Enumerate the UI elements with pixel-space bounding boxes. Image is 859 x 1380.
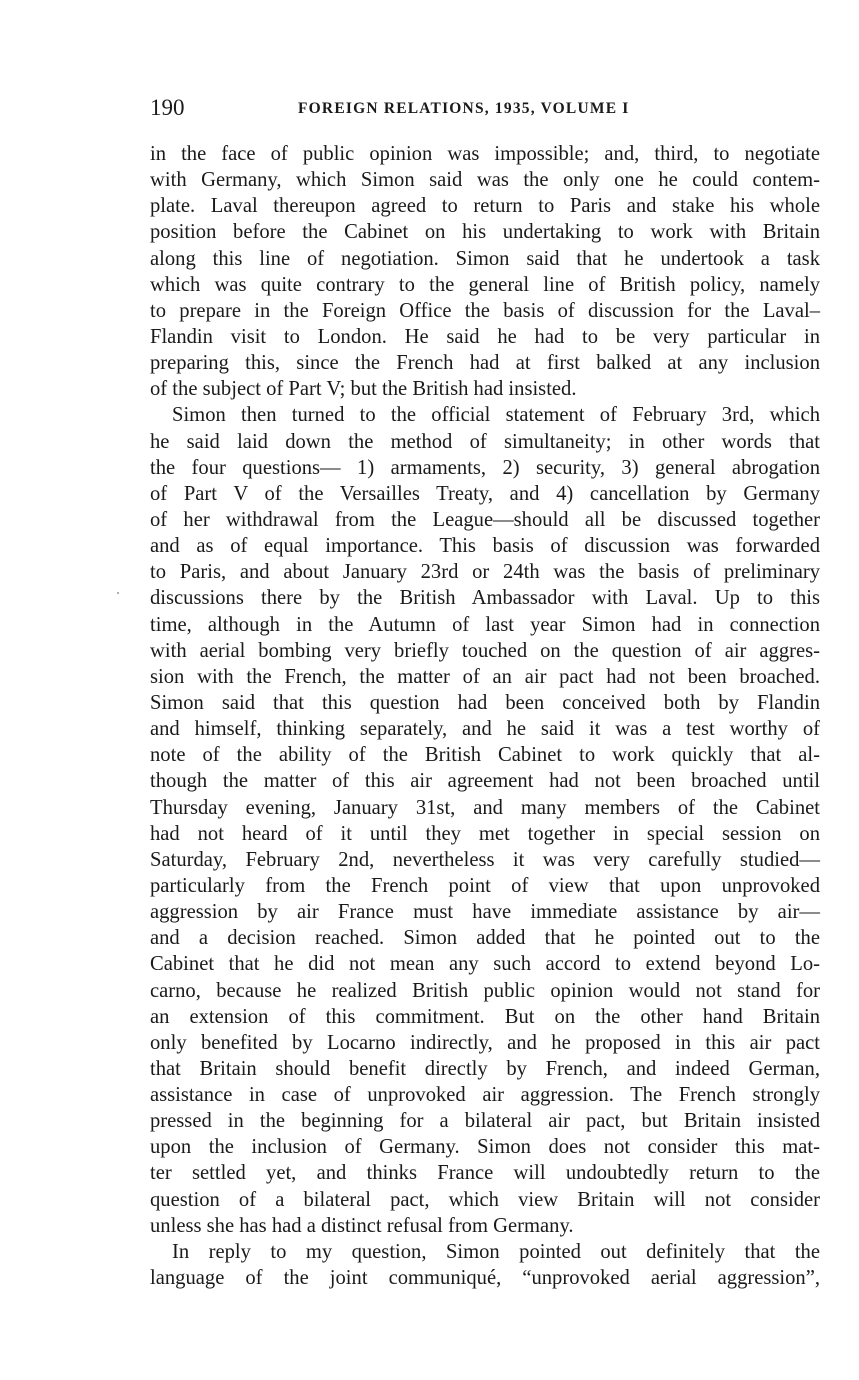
text-line: and himself, thinking separately, and he said it was a test worthy of — [150, 718, 820, 741]
text-line: time, although in the Autumn of last year Simon had in connection — [150, 613, 820, 636]
text-line: upon the inclusion of Germany. Simon does not consider this mat- — [150, 1136, 820, 1159]
text-line: an extension of this commitment. But on the other hand Britain — [150, 1005, 820, 1028]
text-line: only benefited by Locarno indirectly, and he proposed in this air pact — [150, 1031, 820, 1054]
text-line: particularly from the French point of view that upon unprovoked — [150, 874, 820, 897]
text-line: Simon said that this question had been conceived both by Flandin — [150, 691, 820, 714]
text-line: unless she has had a distinct refusal from Germany. — [150, 1214, 574, 1237]
text-line: position before the Cabinet on his undertaking to work with Britain — [150, 221, 820, 244]
text-line: sion with the French, the matter of an air pact had not been broached. — [150, 665, 820, 688]
text-line: pressed in the beginning for a bilateral air pact, but Britain insisted — [150, 1110, 820, 1133]
text-line: that Britain should benefit directly by French, and indeed German, — [150, 1057, 820, 1080]
running-head: FOREIGN RELATIONS, 1935, VOLUME I — [298, 100, 630, 117]
page-header — [150, 93, 820, 123]
text-line: assistance in case of unprovoked air aggression. The French strongly — [150, 1084, 820, 1107]
text-line: discussions there by the British Ambassador with Laval. Up to this — [150, 587, 820, 610]
text-line: had not heard of it until they met together in special session on — [150, 822, 820, 845]
body-text — [150, 141, 820, 1291]
text-line: to Paris, and about January 23rd or 24th was the basis of preliminary — [150, 561, 820, 584]
text-line: Saturday, February 2nd, nevertheless it was very carefully studied— — [150, 848, 820, 871]
text-line: he said laid down the method of simultaneity; in other words that — [150, 430, 820, 453]
text-line: ter settled yet, and thinks France will undoubtedly return to the — [150, 1162, 820, 1185]
text-line: aggression by air France must have immediate assistance by air— — [150, 901, 820, 924]
text-line: though the matter of this air agreement had not been broached until — [150, 770, 820, 793]
text-line: Cabinet that he did not mean any such accord to extend beyond Lo- — [150, 953, 820, 976]
text-line: Thursday evening, January 31st, and many members of the Cabinet — [150, 796, 820, 819]
text-line: which was quite contrary to the general line of British policy, namely — [150, 273, 820, 296]
text-line: plate. Laval thereupon agreed to return to Paris and stake his whole — [150, 195, 820, 218]
margin-mark — [117, 592, 119, 594]
text-line: question of a bilateral pact, which view Britain will not consider — [150, 1188, 820, 1211]
text-line: with Germany, which Simon said was the only one he could contem- — [150, 169, 820, 192]
text-line: of Part V of the Versailles Treaty, and 4) cancellation by Germany — [150, 482, 820, 505]
text-line: carno, because he realized British public opinion would not stand for — [150, 979, 820, 1002]
page-number: 190 — [150, 95, 185, 120]
text-line: with aerial bombing very briefly touched on the question of air aggres- — [150, 639, 820, 662]
text-line: and a decision reached. Simon added that he pointed out to the — [150, 927, 820, 950]
text-line: and as of equal importance. This basis of discussion was forwarded — [150, 535, 820, 558]
text-line: of her withdrawal from the League—should all be discussed together — [150, 508, 820, 531]
text-line: of the subject of Part V; but the British had insisted. — [150, 378, 577, 401]
text-line: the four questions— 1) armaments, 2) security, 3) general abrogation — [150, 456, 820, 479]
text-line: in the face of public opinion was impossible; and, third, to negotiate — [150, 143, 820, 165]
text-line: language of the joint communiqué, “unprovoked aerial aggression”, — [150, 1267, 820, 1290]
text-line: preparing this, since the French had at first balked at any inclusion — [150, 352, 820, 375]
text-line: to prepare in the Foreign Office the basis of discussion for the Laval– — [150, 299, 820, 322]
text-line: along this line of negotiation. Simon said that he undertook a task — [150, 247, 820, 270]
text-line: note of the ability of the British Cabinet to work quickly that al- — [150, 744, 820, 767]
text-line: Flandin visit to London. He said he had to be very particular in — [150, 325, 820, 348]
text-line: In reply to my question, Simon pointed out definitely that the — [172, 1240, 820, 1263]
text-line: Simon then turned to the official statement of February 3rd, which — [172, 404, 820, 427]
